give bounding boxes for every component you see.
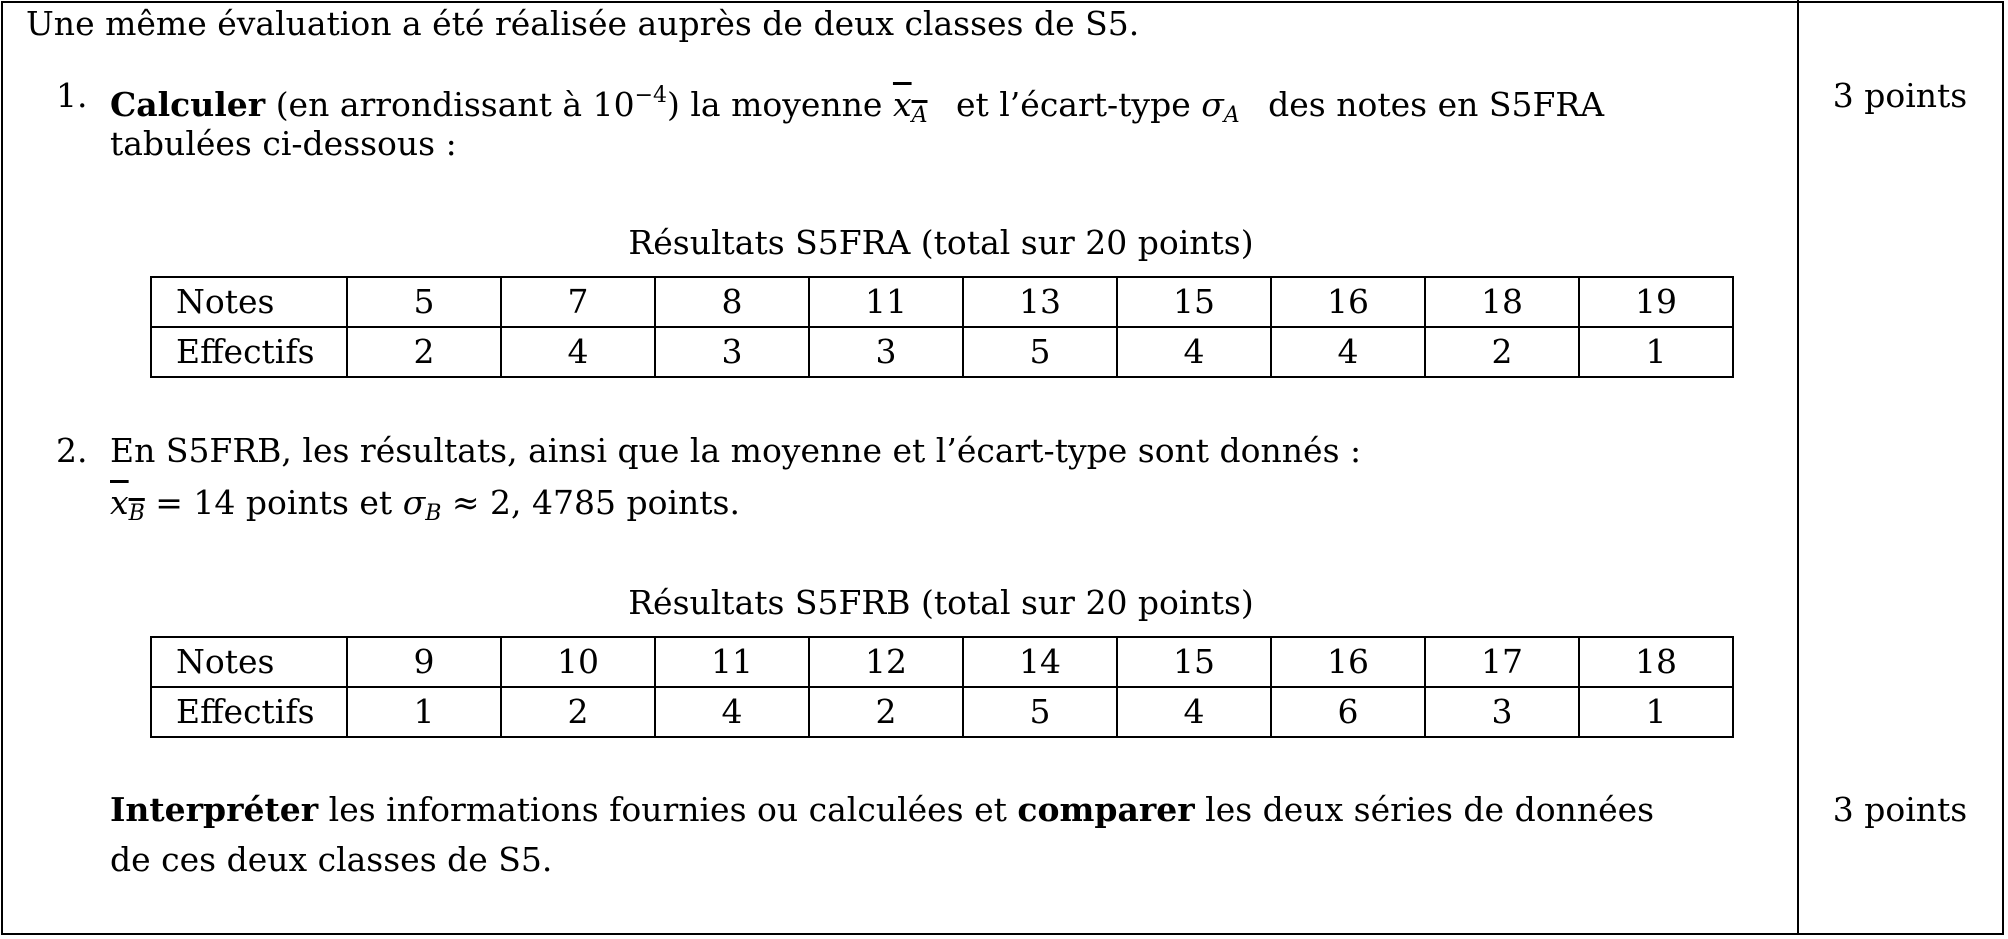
q1-line1: Calculer (en arrondissant à $10^{-4}$) la moyenne $x_A$ et l’écart-type $\sigma_A$ des notes en S5FRA: [110, 83, 1605, 128]
table2-caption: Résultats S5FRB (total sur 20 points): [628, 583, 1254, 622]
mean-a-symbol: $x_A$: [892, 85, 928, 128]
table-cell: 7: [501, 277, 655, 327]
q2-number: 2.: [56, 431, 88, 470]
sigma-a-symbol: $\sigma_A$: [1201, 85, 1240, 128]
table-cell: 2: [1425, 327, 1579, 377]
table-cell: 5: [963, 687, 1117, 737]
table2-notes-row: [151, 637, 1733, 687]
q1-line2: tabulées ci-dessous :: [110, 124, 457, 163]
table-cell: 15: [1117, 637, 1271, 687]
table-cell: 16: [1271, 637, 1425, 687]
table-cell: Notes: [151, 637, 347, 687]
table-cell: 9: [347, 637, 501, 687]
q2-line1: En S5FRB, les résultats, ainsi que la moyenne et l’écart-type sont donnés :: [110, 431, 1362, 470]
table-cell: Notes: [151, 277, 347, 327]
table-cell: 3: [655, 327, 809, 377]
q2-line2: $x_B = 14$ points et $\sigma_B \approx 2$, 4785 points.: [110, 483, 740, 526]
table-cell: 18: [1425, 277, 1579, 327]
table1: [150, 276, 1734, 378]
table-cell: 2: [501, 687, 655, 737]
table-cell: 15: [1117, 277, 1271, 327]
table-cell: 1: [347, 687, 501, 737]
table-cell: 4: [1271, 327, 1425, 377]
table2: [150, 636, 1734, 738]
table-cell: 5: [347, 277, 501, 327]
table1-caption: Résultats S5FRA (total sur 20 points): [628, 223, 1254, 262]
points-column-divider: [1797, 0, 1799, 935]
table2-effectifs-row: [151, 687, 1733, 737]
table-cell: 8: [655, 277, 809, 327]
q3-verb1: Interpréter: [110, 790, 319, 829]
table-cell: 1: [1579, 327, 1733, 377]
q1-number: 1.: [56, 76, 88, 115]
q3-line2: de ces deux classes de S5.: [110, 840, 553, 879]
mean-b-symbol: $x_B$: [110, 483, 145, 526]
table-cell: 14: [963, 637, 1117, 687]
table-cell: 3: [1425, 687, 1579, 737]
table-cell: 18: [1579, 637, 1733, 687]
table-cell: 3: [809, 327, 963, 377]
table-cell: 13: [963, 277, 1117, 327]
table-cell: 4: [1117, 687, 1271, 737]
table-cell: 10: [501, 637, 655, 687]
sigma-b-symbol: $\sigma_B$: [402, 483, 442, 526]
table-cell: 2: [809, 687, 963, 737]
table-cell: 17: [1425, 637, 1579, 687]
table-cell: 5: [963, 327, 1117, 377]
q1-points: 3 points: [1832, 76, 1968, 115]
q1-verb: Calculer: [110, 85, 266, 124]
table-cell: 12: [809, 637, 963, 687]
table-cell: Effectifs: [151, 687, 347, 737]
table-cell: 4: [501, 327, 655, 377]
table-cell: Effectifs: [151, 327, 347, 377]
intro-text: Une même évaluation a été réalisée auprès de deux classes de S5.: [26, 4, 1140, 43]
table1-notes-row: [151, 277, 1733, 327]
table-cell: 16: [1271, 277, 1425, 327]
table-cell: 6: [1271, 687, 1425, 737]
table-cell: 4: [1117, 327, 1271, 377]
table-cell: 11: [809, 277, 963, 327]
table-cell: 19: [1579, 277, 1733, 327]
table-cell: 4: [655, 687, 809, 737]
table-cell: 2: [347, 327, 501, 377]
q3-points: 3 points: [1832, 790, 1968, 829]
table-cell: 1: [1579, 687, 1733, 737]
table-cell: 11: [655, 637, 809, 687]
table1-effectifs-row: [151, 327, 1733, 377]
q3-verb2: comparer: [1017, 790, 1195, 829]
q3-line1: Interpréter les informations fournies ou calculées et comparer les deux séries de données: [110, 790, 1655, 829]
